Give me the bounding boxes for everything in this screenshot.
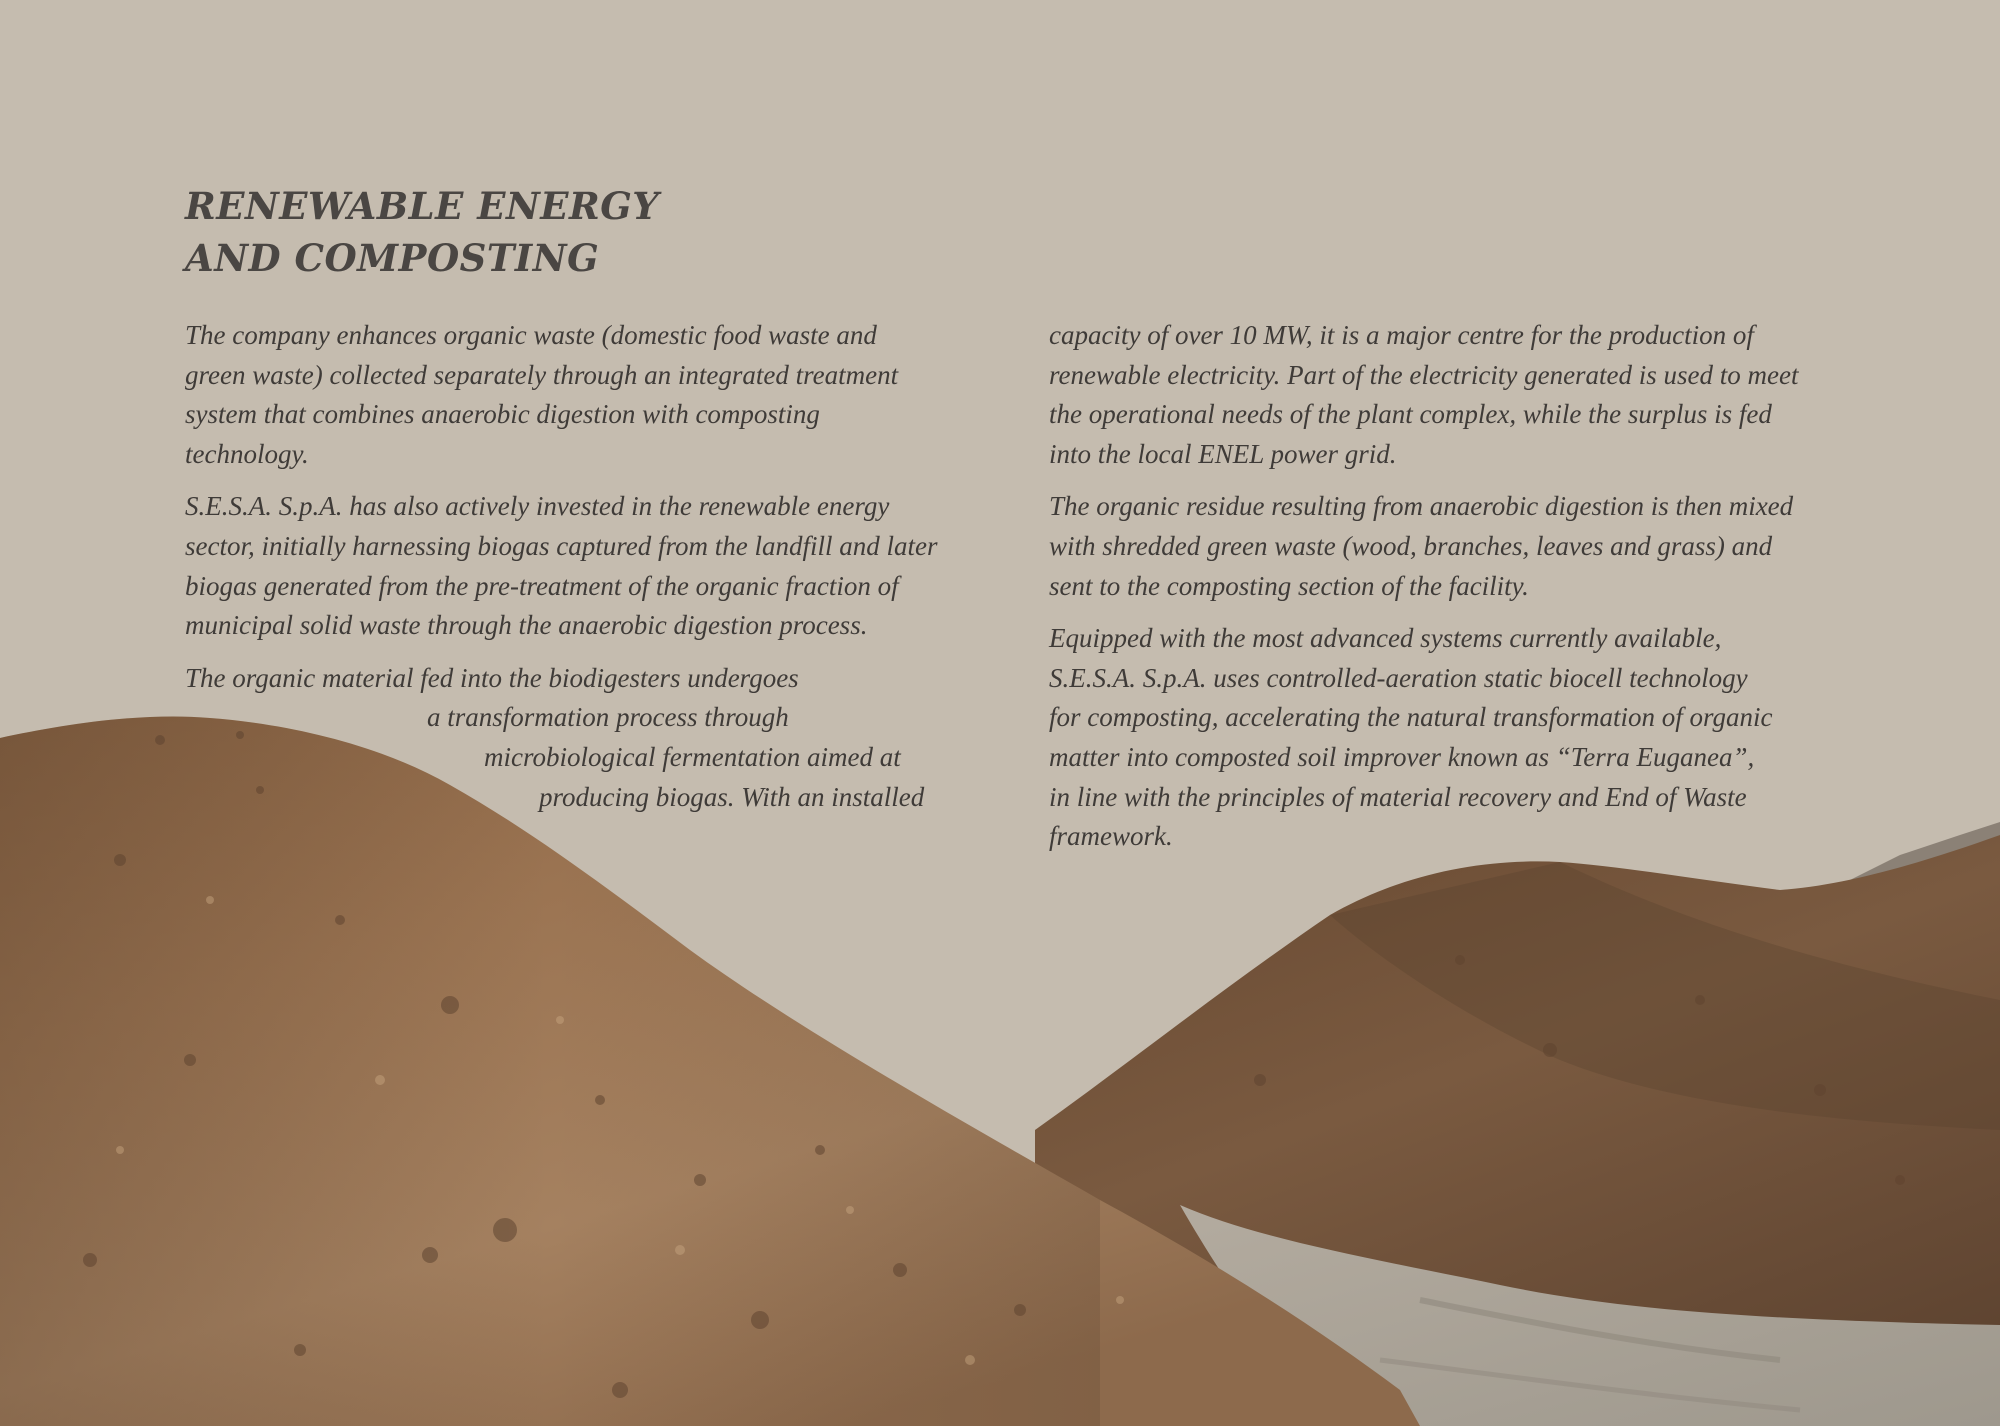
paragraph	[1049, 619, 1829, 857]
text-line: renewable electricity. Part of the electricity generated is used to meet	[1049, 359, 1799, 390]
text-line: The organic material fed into the biodigesters undergoes	[185, 662, 799, 693]
paragraph	[185, 659, 945, 817]
text-line: biogas generated from the pre-treatment of the organic fraction of	[185, 570, 899, 601]
page-title	[185, 180, 659, 284]
text-line: S.E.S.A. S.p.A. uses controlled-aeration static biocell technology	[1049, 662, 1748, 693]
text-line: with shredded green waste (wood, branches, leaves and grass) and	[1049, 530, 1773, 561]
text-line: S.E.S.A. S.p.A. has also actively invested in the renewable energy	[185, 491, 890, 522]
text-line: technology.	[185, 438, 309, 469]
text-line: capacity of over 10 MW, it is a major centre for the production of	[1049, 320, 1754, 350]
paragraph	[185, 487, 945, 645]
text-line: matter into composted soil improver known as “Terra Euganea”,	[1049, 741, 1755, 772]
text-line: The organic residue resulting from anaerobic digestion is then mixed	[1049, 491, 1794, 522]
left-text-column	[185, 316, 945, 830]
paragraph	[1049, 487, 1829, 606]
right-text-column	[1049, 316, 1829, 870]
text-line: framework.	[1049, 821, 1173, 852]
title-line: AND COMPOSTING	[185, 236, 600, 280]
text-line: Equipped with the most advanced systems currently available,	[1049, 623, 1722, 654]
text-line: green waste) collected separately through an integrated treatment	[185, 359, 899, 390]
text-line: municipal solid waste through the anaerobic digestion process.	[185, 610, 868, 641]
text-line: for composting, accelerating the natural transformation of organic	[1049, 702, 1773, 733]
text-line: microbiological fermentation aimed at	[484, 741, 901, 772]
text-line: a transformation process through	[427, 702, 789, 733]
text-line: into the local ENEL power grid.	[1049, 438, 1397, 469]
paragraph	[185, 316, 945, 474]
text-line: sent to the composting section of the facility.	[1049, 570, 1529, 601]
text-line: The company enhances organic waste (domestic food waste and	[185, 320, 877, 350]
text-line: system that combines anaerobic digestion with composting	[185, 399, 820, 430]
text-line: in line with the principles of material recovery and End of Waste	[1049, 781, 1747, 812]
text-line: producing biogas. With an installed	[539, 781, 925, 812]
paragraph	[1049, 316, 1829, 474]
text-line: the operational needs of the plant complex, while the surplus is fed	[1049, 399, 1772, 430]
title-line: RENEWABLE ENERGY	[185, 184, 660, 228]
text-line: sector, initially harnessing biogas captured from the landfill and later	[185, 530, 938, 561]
